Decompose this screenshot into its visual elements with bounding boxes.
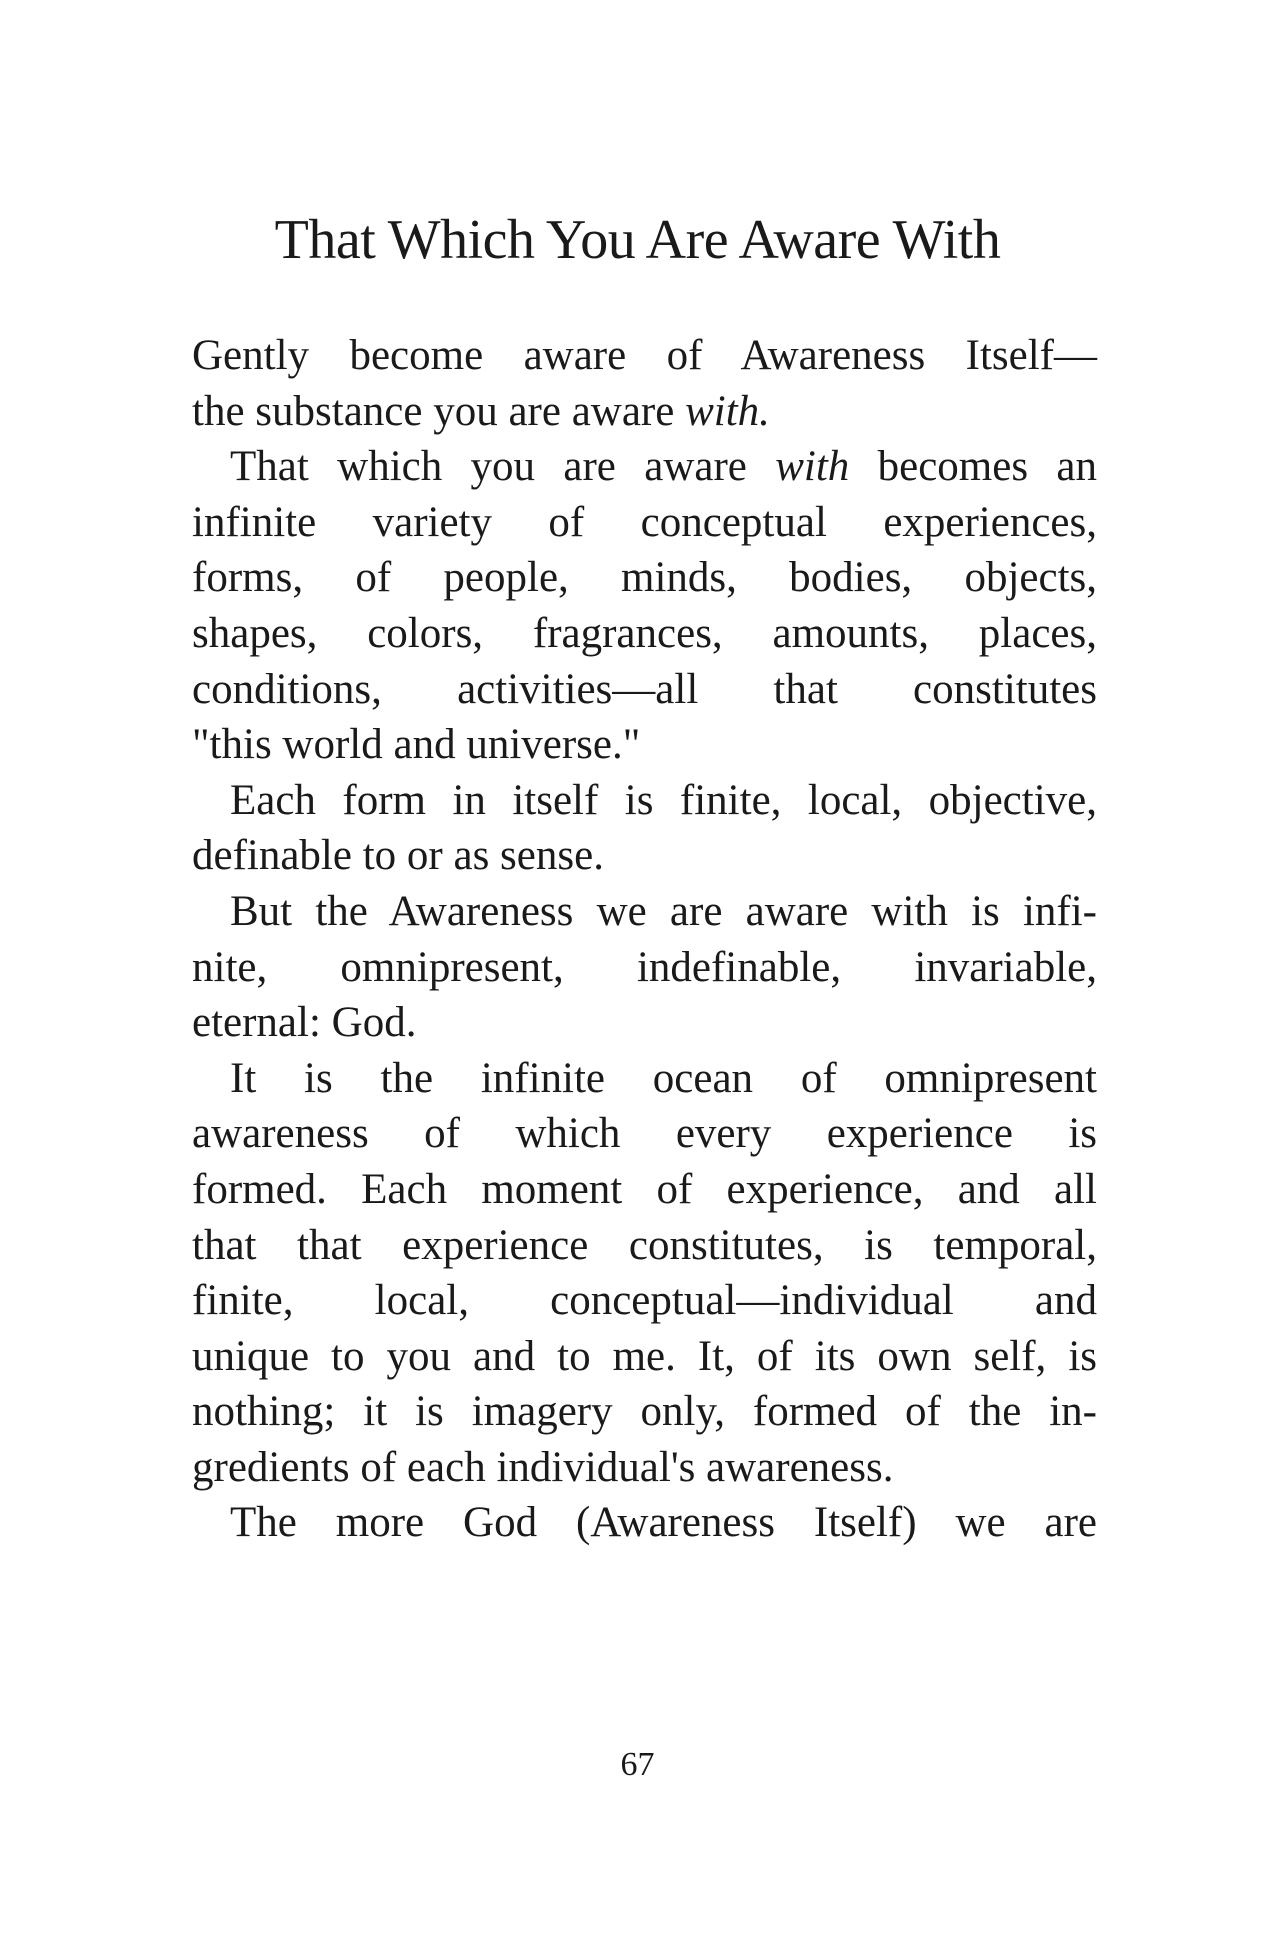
- text-line: eternal: God.: [192, 999, 417, 1047]
- chapter-title: That Which You Are Aware With: [274, 209, 1001, 271]
- text-line: [192, 384, 1097, 440]
- text-line: that that experience constitutes, is temporal,: [192, 1221, 1097, 1269]
- page-number: 67: [620, 1746, 655, 1783]
- text-line: Gently become aware of Awareness Itself—: [192, 332, 1097, 379]
- body-text: [192, 328, 1097, 1551]
- text-line: shapes, colors, fragrances, amounts, places,: [192, 609, 1097, 657]
- text-line: nothing; it is imagery only, formed of the in-: [192, 1388, 1097, 1436]
- text-line: "this world and universe.": [192, 721, 641, 769]
- text-line: nite, omnipresent, indefinable, invariable,: [192, 943, 1097, 991]
- text-line: finite, local, conceptual—individual and: [192, 1277, 1097, 1325]
- text-line: gredients of each individual's awareness.: [192, 1443, 894, 1491]
- text-segment: becomes an: [849, 443, 1097, 491]
- text-line: formed. Each moment of experience, and all: [192, 1165, 1097, 1213]
- text-line: It is the infinite ocean of omnipresent: [230, 1054, 1097, 1102]
- text-line: The more God (Awareness Itself) we are: [230, 1499, 1097, 1547]
- text-segment: the substance you are aware: [192, 387, 686, 435]
- text-line: forms, of people, minds, bodies, objects,: [192, 554, 1097, 602]
- italic-word: with: [775, 443, 850, 491]
- italic-word: with.: [685, 387, 770, 435]
- text-line: unique to you and to me. It, of its own self, is: [192, 1332, 1097, 1380]
- text-line: conditions, activities—all that constitutes: [192, 665, 1097, 713]
- text-line: Each form in itself is finite, local, objective,: [230, 776, 1097, 824]
- text-line: awareness of which every experience is: [192, 1110, 1097, 1158]
- text-segment: That which you are aware: [230, 443, 776, 491]
- text-line: But the Awareness we are aware with is infi-: [230, 887, 1097, 935]
- text-line: definable to or as sense.: [192, 832, 604, 880]
- text-line: infinite variety of conceptual experiences,: [192, 498, 1097, 546]
- text-line: [192, 439, 1097, 495]
